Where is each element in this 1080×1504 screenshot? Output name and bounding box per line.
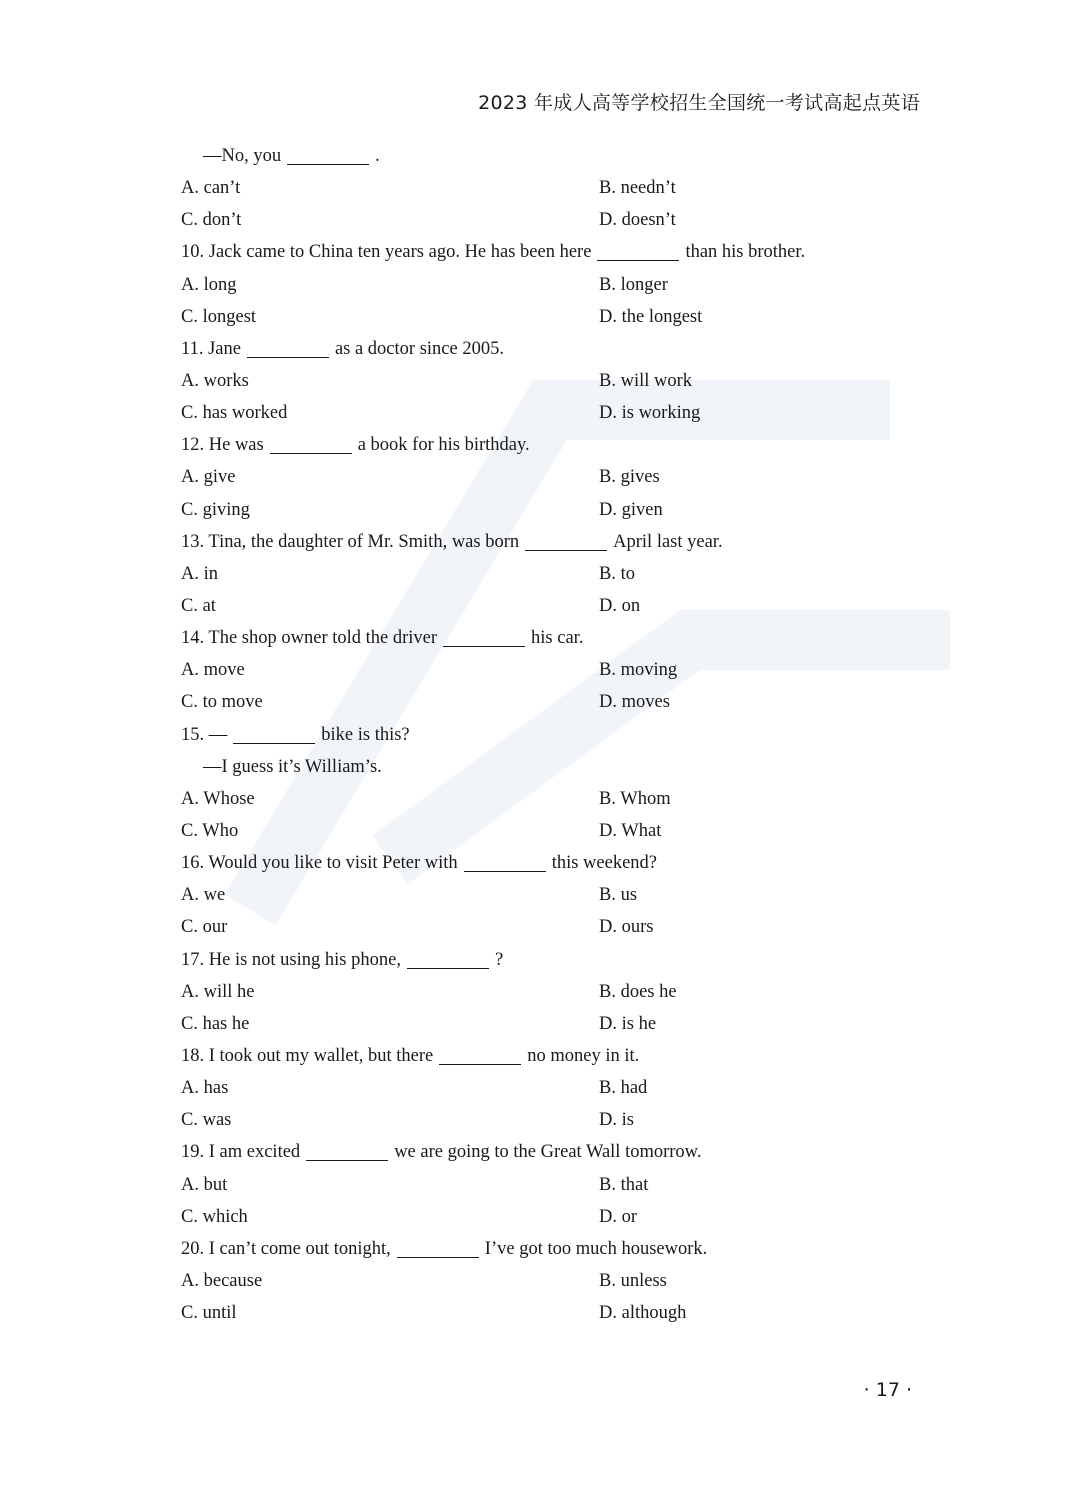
question-text: 18. I took out my wallet, but there (181, 1045, 434, 1066)
question-11-stem (181, 333, 921, 365)
option-c: C. to move (181, 692, 263, 713)
option-d: D. on (599, 595, 641, 616)
question-text: 13. Tina, the daughter of Mr. Smith, was born (181, 531, 520, 552)
option-a: A. move (181, 660, 245, 681)
question-text: 14. The shop owner told the driver (181, 628, 438, 649)
question-text: this weekend? (551, 853, 657, 874)
question-text: we are going to the Great Wall tomorrow. (394, 1142, 702, 1163)
question-16-stem (181, 847, 921, 879)
question-text: 15. — (181, 724, 228, 745)
question-20-stem (181, 1233, 921, 1265)
question-text: 11. Jane (181, 338, 241, 359)
question-text: than his brother. (685, 242, 806, 263)
option-d: D. moves (599, 692, 670, 713)
answer-blank (233, 723, 315, 744)
question-13-stem (181, 526, 921, 558)
question-text: a book for his birthday. (357, 435, 530, 456)
option-d: D. is (599, 1110, 634, 1131)
option-row (181, 365, 921, 397)
option-d: D. What (599, 820, 662, 841)
option-b: B. does he (599, 981, 677, 1002)
question-12-stem (181, 429, 921, 461)
option-a: A. has (181, 1078, 229, 1099)
option-row (181, 1297, 921, 1329)
answer-blank (397, 1237, 479, 1258)
page-header: 2023 年成人高等学校招生全国统一考试高起点英语 (478, 92, 920, 114)
option-b: B. unless (599, 1270, 667, 1291)
option-row (181, 686, 921, 718)
question-19-stem (181, 1136, 921, 1168)
option-d: D. or (599, 1206, 638, 1227)
option-b: B. longer (599, 274, 668, 295)
question-text: as a doctor since 2005. (334, 338, 504, 359)
option-row (181, 397, 921, 429)
option-b: B. had (599, 1078, 648, 1099)
option-row (181, 783, 921, 815)
question-text: bike is this? (321, 724, 410, 745)
option-b: B. gives (599, 467, 660, 488)
option-a: A. works (181, 370, 249, 391)
option-row (181, 879, 921, 911)
answer-blank (597, 240, 679, 261)
answer-blank (407, 948, 489, 969)
option-a: A. we (181, 885, 226, 906)
option-row (181, 301, 921, 333)
option-row (181, 815, 921, 847)
question-18-stem (181, 1040, 921, 1072)
option-b: B. will work (599, 370, 693, 391)
option-a: A. give (181, 467, 236, 488)
question-text: 20. I can’t come out tonight, (181, 1238, 391, 1259)
option-a: A. because (181, 1270, 263, 1291)
question-text: 19. I am excited (181, 1142, 301, 1163)
option-row (181, 1169, 921, 1201)
option-row (181, 1072, 921, 1104)
question-text: no money in it. (527, 1045, 640, 1066)
question-text: 10. Jack came to China ten years ago. He has been here (181, 242, 592, 263)
option-a: A. but (181, 1174, 228, 1195)
option-row (181, 1201, 921, 1233)
option-b: B. us (599, 885, 638, 906)
option-c: C. has worked (181, 403, 288, 424)
option-d: D. ours (599, 917, 654, 938)
answer-blank (439, 1044, 521, 1065)
question-text: 12. He was (181, 435, 264, 456)
option-d: D. given (599, 499, 663, 520)
option-a: A. long (181, 274, 237, 295)
option-row (181, 1104, 921, 1136)
answer-blank (287, 144, 369, 165)
option-c: C. giving (181, 499, 250, 520)
option-c: C. was (181, 1110, 232, 1131)
question-text: ? (494, 949, 504, 970)
option-b: B. needn’t (599, 178, 676, 199)
question-text: 16. Would you like to visit Peter with (181, 853, 458, 874)
answer-blank (247, 337, 329, 358)
option-row (181, 590, 921, 622)
answer-blank (443, 626, 525, 647)
question-text: 17. He is not using his phone, (181, 949, 401, 970)
question-9-reply: —No, you . (203, 146, 380, 166)
option-a: A. will he (181, 981, 255, 1002)
option-row (181, 172, 921, 204)
option-b: B. Whom (599, 788, 671, 809)
option-c: C. until (181, 1303, 237, 1324)
option-a: A. in (181, 563, 218, 584)
option-d: D. is he (599, 1013, 657, 1034)
question-10-stem (181, 236, 921, 268)
option-c: C. at (181, 595, 216, 616)
option-d: D. is working (599, 403, 701, 424)
answer-blank (464, 851, 546, 872)
option-a: A. Whose (181, 788, 255, 809)
option-c: C. longest (181, 306, 257, 327)
question-15-reply: —I guess it’s William’s. (203, 756, 382, 777)
question-17-stem (181, 944, 921, 976)
question-15-stem (181, 719, 921, 751)
question-14-stem (181, 622, 921, 654)
option-b: B. that (599, 1174, 649, 1195)
question-text: I’ve got too much housework. (484, 1238, 708, 1259)
option-row (181, 558, 921, 590)
answer-blank (270, 433, 352, 454)
option-c: C. our (181, 917, 228, 938)
option-row (181, 1265, 921, 1297)
answer-blank (306, 1140, 388, 1161)
option-c: C. which (181, 1206, 248, 1227)
option-row (181, 494, 921, 526)
option-row (181, 976, 921, 1008)
page-number: · 17 · (863, 1379, 912, 1401)
option-row (181, 269, 921, 301)
option-row (181, 911, 921, 943)
option-row (181, 1008, 921, 1040)
option-a: A. can’t (181, 178, 241, 199)
question-text: April last year. (613, 531, 723, 552)
option-c: C. don’t (181, 210, 242, 231)
option-row (181, 461, 921, 493)
option-row (181, 654, 921, 686)
option-d: D. doesn’t (599, 210, 676, 231)
answer-blank (525, 530, 607, 551)
question-text: his car. (531, 628, 584, 649)
option-row (181, 204, 921, 236)
option-b: B. to (599, 563, 635, 584)
option-d: D. the longest (599, 306, 703, 327)
question-list (181, 140, 921, 1329)
option-b: B. moving (599, 660, 678, 681)
option-c: C. has he (181, 1013, 250, 1034)
option-d: D. although (599, 1303, 687, 1324)
option-c: C. Who (181, 820, 239, 841)
